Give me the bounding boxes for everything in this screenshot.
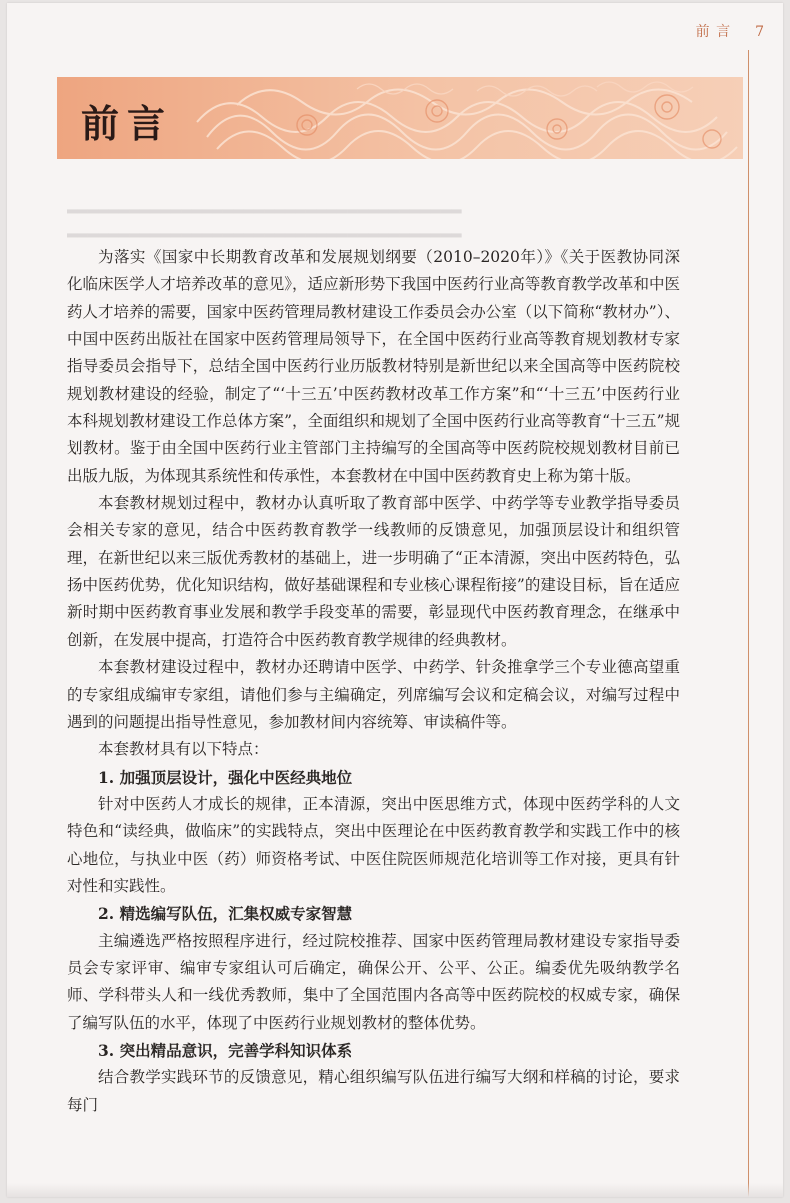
- paragraph: 为落实《国家中长期教育改革和发展规划纲要（2010–2020年）》《关于医教协同深化临床医学人才培养改革的意见》，适应新形势下我国中医药行业高等教育教学改革和中医药人才培养的需要，国家中医药管理局教材建设工作委员会办公室（以下简称“教材办”）、中国中医药出版社在国家中医药管理局领导下，在全国中医药行业高等教育规划教材专家指导委员会指导下，总结全国中医药行业历版教材特别是新世纪以来全国高等中医药院校规划教材建设的经验，制定了“‘十三五’中医药教材改革工作方案”和“‘十三五’中医药行业本科规划教材建设工作总体方案”，全面组织和规划了全国中医药行业高等教育“十三五”规划教材。鉴于由全国中医药行业主管部门主持编写的全国高等中医药院校规划教材目前已出版九版，为体现其系统性和传承性，本套教材在中国中医药教育史上称为第十版。: [67, 248, 680, 485]
- paragraph: 本套教材建设过程中，教材办还聘请中医学、中药学、针灸推拿学三个专业德高望重的专家组成编审专家组，请他们参与主编确定，列席编写会议和定稿会议，对编写过程中遇到的问题提出指导性意见，参加教材间内容统筹、审读稿件等。: [67, 658, 680, 731]
- chapter-banner: [57, 77, 743, 159]
- chapter-title: 前言: [81, 101, 174, 146]
- paragraph: 针对中医药人才成长的规律，正本清源，突出中医思维方式，体现中医药学科的人文特色和“读经典，做临床”的实践特点，突出中医理论在中医药教育教学和实践工作中的核心地位，与执业中医（药）师资格考试、中医住院医师规范化培训等工作对接，更具有针对性和实践性。: [67, 794, 680, 895]
- paragraph: 本套教材具有以下特点：: [98, 740, 269, 759]
- feature-heading: 1. 加强顶层设计，强化中医经典地位: [98, 767, 353, 787]
- running-header: [696, 21, 765, 41]
- paragraph: 主编遴选严格按照程序进行，经过院校推荐、国家中医药管理局教材建设专家指导委员会专家评审、编审专家组认可后确定，确保公开、公平、公正。编委优先吸纳教学名师、学科带头人和一线优秀教师，集中了全国范围内各高等中医药院校的权威专家，确保了编写队伍的水平，体现了中医药行业规划教材的整体优势。: [67, 931, 680, 1032]
- running-header-section: 前 言: [695, 24, 732, 40]
- paragraph: 结合教学实践环节的反馈意见，精心组织编写队伍进行编写大纲和样稿的讨论，要求每门: [67, 1068, 680, 1114]
- feature-heading: 3. 突出精品意识，完善学科知识体系: [98, 1040, 353, 1060]
- book-page: [7, 3, 783, 1197]
- preface-body: [67, 244, 680, 1119]
- feature-heading: 2. 精选编写队伍，汇集权威专家智慧: [98, 904, 353, 924]
- bleed-through-line: ▂▂▂▂▂▂▂▂▂▂▂▂▂▂▂▂▂▂▂▂▂▂▂▂▂▂▂▂▂▂▂▂▂▂▂▂▂▂: [67, 222, 462, 238]
- page-number: 7: [755, 24, 765, 40]
- page-edge-shadow: [7, 1183, 783, 1197]
- margin-rule: [748, 50, 749, 1197]
- bleed-through-line: ▂▂▂▂▂▂▂▂▂▂▂▂▂▂▂▂▂▂▂▂▂▂▂▂▂▂▂▂▂▂▂▂▂▂▂▂▂▂: [67, 198, 462, 214]
- paragraph: 本套教材规划过程中，教材办认真听取了教育部中医学、中药学等专业教学指导委员会相关专家的意见，结合中医药教育教学一线教师的反馈意见，加强顶层设计和组织管理，在新世纪以来三版优秀教材的基础上，进一步明确了“正本清源，突出中医药特色，弘扬中医药优势，优化知识结构，做好基础课程和专业核心课程衔接”的建设目标，旨在适应新时期中医药教育事业发展和教学手段变革的需要，彰显现代中医药教育理念，在继承中创新，在发展中提高，打造符合中医药教育教学规律的经典教材。: [67, 494, 680, 649]
